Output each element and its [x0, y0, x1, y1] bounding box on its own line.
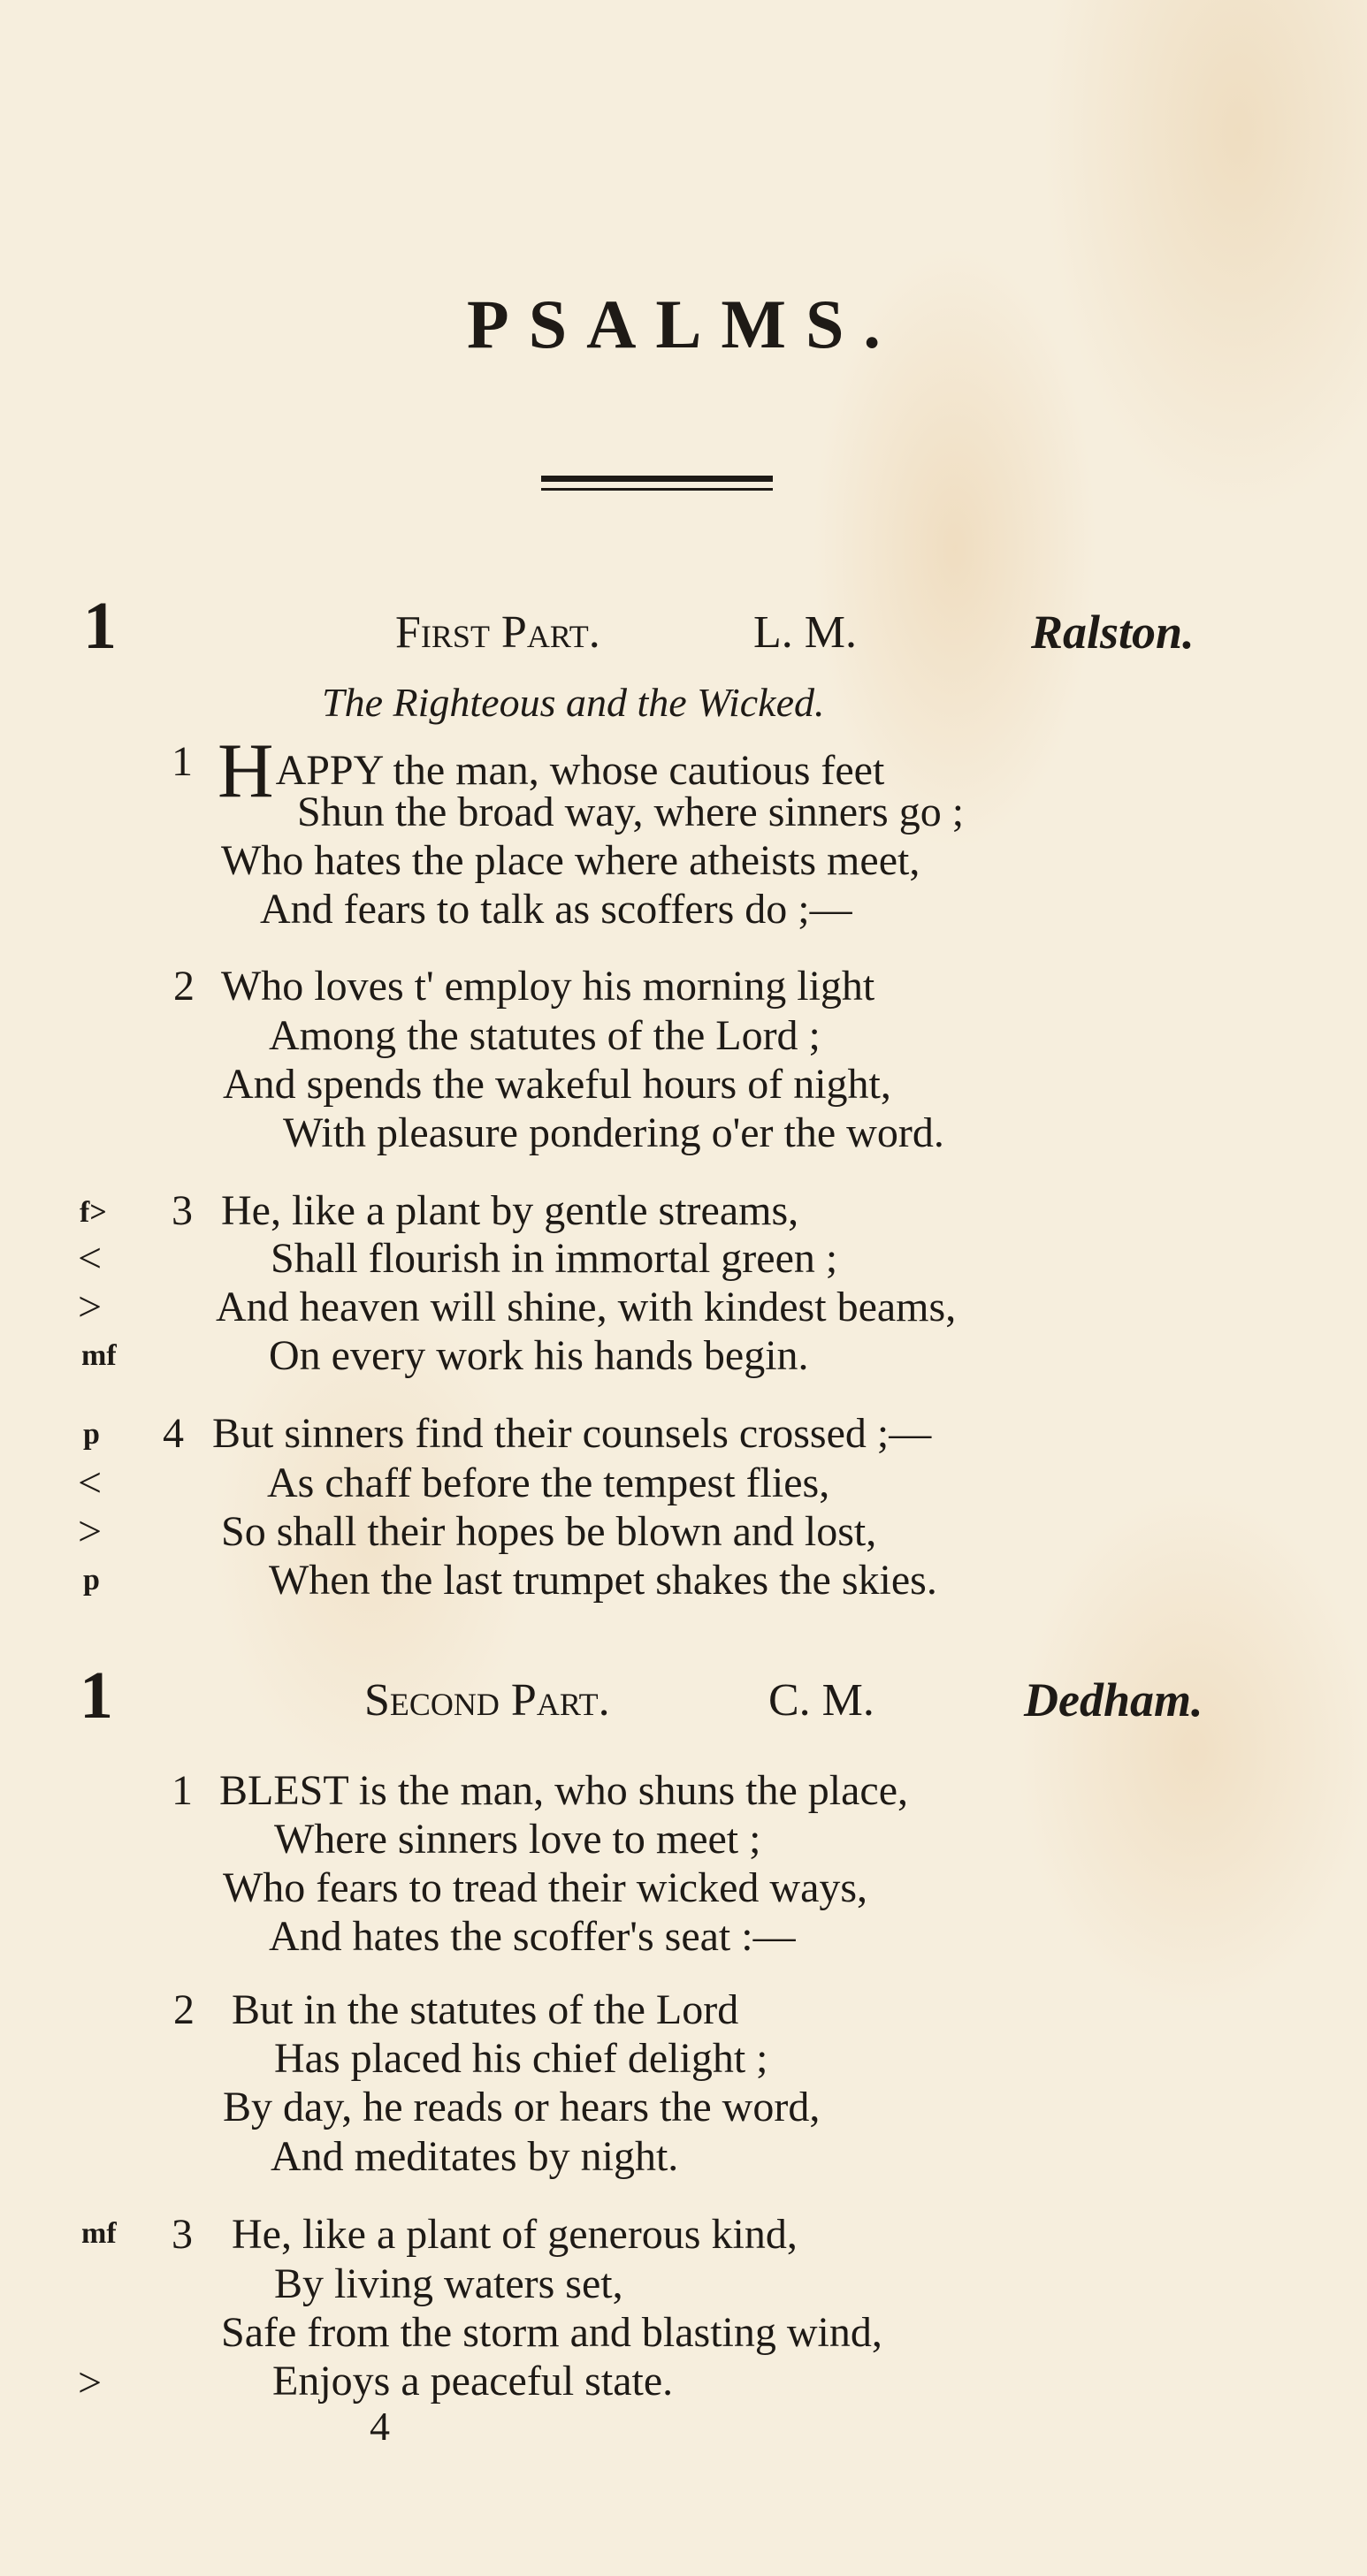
dynamic-marking: mf [81, 2217, 117, 2250]
dynamic-marking: p [83, 1418, 100, 1451]
dynamic-marking: > [78, 2359, 103, 2406]
dynamic-marking: < [78, 1459, 103, 1506]
verse-line: He, like a plant by gentle streams, [221, 1187, 799, 1234]
verse-line: When the last trumpet shakes the skies. [269, 1557, 937, 1604]
verse-line: Where sinners love to meet ; [274, 1816, 761, 1863]
verse-line: Who loves t' employ his morning light [221, 963, 875, 1010]
page-number: 4 [370, 2404, 390, 2449]
drop-cap-initial: H [218, 728, 274, 814]
verse-line: But in the statutes of the Lord [232, 1986, 739, 2033]
stanza-number: 3 [172, 2211, 193, 2258]
verse-line: Who hates the place where atheists meet, [221, 837, 920, 884]
verse-line: Among the statutes of the Lord ; [269, 1012, 821, 1059]
psalm-number: 1 [80, 1658, 113, 1733]
meter-label: L. M. [753, 607, 857, 658]
verse-line: And spends the wakeful hours of night, [223, 1061, 891, 1108]
stanza-number: 1 [172, 738, 193, 785]
verse-line-text: APPY the man, whose cautious feet [275, 747, 885, 794]
dynamic-marking: > [78, 1284, 103, 1330]
stanza-number: 4 [163, 1410, 184, 1457]
verse-line: With pleasure pondering o'er the word. [283, 1109, 944, 1156]
verse-line: And meditates by night. [271, 2133, 679, 2180]
heading-rule-thick [541, 476, 773, 482]
verse-line: Shun the broad way, where sinners go ; [297, 789, 965, 835]
stanza-number: 3 [172, 1187, 193, 1234]
verse-line: BLEST is the man, who shuns the place, [219, 1767, 909, 1814]
verse-line: By living waters set, [274, 2260, 623, 2307]
part-label: Second Part. [364, 1675, 610, 1726]
verse-line: So shall their hopes be blown and lost, [221, 1508, 877, 1555]
psalm-subtitle: The Righteous and the Wicked. [322, 680, 825, 725]
meter-label: C. M. [768, 1675, 874, 1726]
dynamic-marking: > [78, 1508, 103, 1555]
dynamic-marking: mf [81, 1339, 117, 1372]
verse-line: And hates the scoffer's seat :— [269, 1913, 796, 1960]
dynamic-marking: p [83, 1564, 100, 1597]
verse-line: Enjoys a peaceful state. [272, 2358, 674, 2405]
heading-rule-thin [541, 488, 773, 491]
verse-line: As chaff before the tempest flies, [267, 1459, 830, 1506]
verse-line: Shall flourish in immortal green ; [271, 1235, 838, 1282]
verse-line: Safe from the storm and blasting wind, [221, 2309, 882, 2356]
stanza-number: 1 [172, 1767, 193, 1814]
verse-line: He, like a plant of generous kind, [232, 2211, 798, 2258]
verse-line: By day, he reads or hears the word, [223, 2084, 821, 2130]
verse-line: But sinners find their counsels crossed ;— [212, 1410, 932, 1457]
verse-line: Has placed his chief delight ; [274, 2035, 768, 2082]
tune-name: Ralston. [1031, 606, 1195, 659]
page-heading: PSALMS. [467, 286, 900, 362]
stanza-number: 2 [173, 1986, 195, 2033]
dynamic-marking: f> [80, 1196, 107, 1229]
verse-line: Who fears to tread their wicked ways, [223, 1864, 868, 1911]
verse-line: On every work his hands begin. [269, 1332, 809, 1379]
part-label: First Part. [395, 607, 600, 658]
tune-name: Dedham. [1024, 1673, 1203, 1726]
verse-line: And fears to talk as scoffers do ;— [260, 886, 852, 933]
dynamic-marking: < [78, 1235, 103, 1282]
stanza-number: 2 [173, 963, 195, 1010]
psalm-number: 1 [83, 589, 117, 663]
verse-line: And heaven will shine, with kindest beams, [216, 1284, 957, 1330]
